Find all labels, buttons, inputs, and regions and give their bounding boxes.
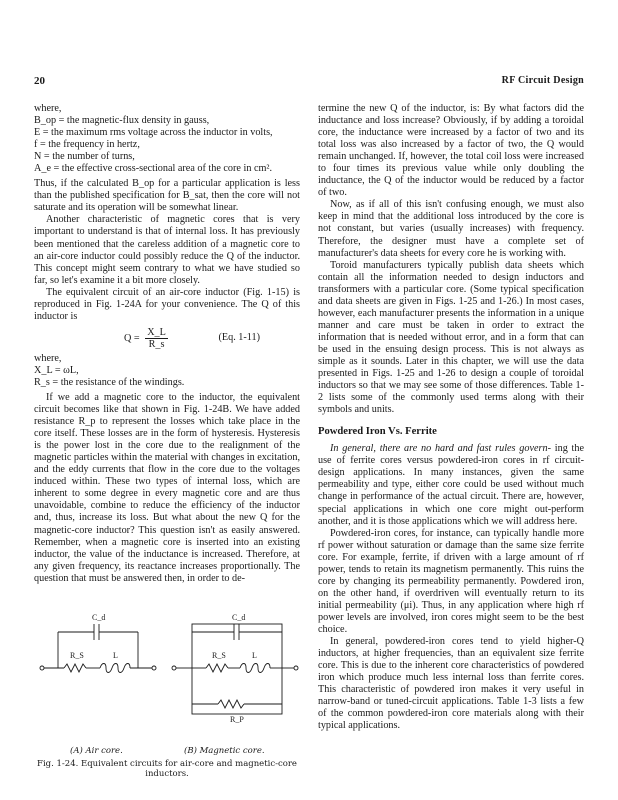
page-header [34,75,584,89]
definition-item: A_e = the effective cross-sectional area of the core in cm². [34,163,273,175]
inductor-l-a [100,664,130,673]
definition-item: f = the frequency in hertz, [34,139,140,151]
label-rs-a: R_S [70,651,84,660]
paragraph-rest: ing the use of ferrite cores versus powdered-iron cores in rf circuit-design applications. In many instances, given the same permeability and type, either core could be used without much change in performance of the actual circuit. There are, however, special applications in which one core might out-perform another, and it is those applications which we will address here. [318,443,585,527]
terminal-a-right [152,666,156,670]
definition-item: R_s = the resistance of the windings. [34,376,185,388]
left-column [34,103,300,585]
label-rp-b: R_P [230,715,244,724]
where-label: where, [34,103,62,114]
definition-list [34,115,300,175]
italic-lead: In general, there are no hard and fast rules govern- [330,443,551,455]
right-column [318,103,584,732]
inductor-l-b [240,664,270,673]
paragraph: Another characteristic of magnetic cores that is very important to understand is that of internal loss. It has previously been mentioned that the careless addition of a magnetic core to an air-core inductor could possibly reduce the Q of the inductor. This concept might seem contrary to what we have studied so far, so let's examine it a bit more closely. [34,214,300,286]
paragraph: In general, powdered-iron cores tend to yield higher-Q inductors, at higher frequencies, than an equivalent size ferrite core. This is due to the inherent core characteristics of powdered iron which produce much less internal loss than ferrite cores. This characteristic of powdered iron makes it very useful in narrow-band or tuned-circuit applications. Table 1-3 lists a few of the common powdered-iron core materials along with their typical applications. [318,636,584,732]
definition-item: E = the maximum rms voltage across the inductor in volts, [34,127,273,139]
definition-item: X_L = ωL, [34,364,79,376]
label-cd-b: C_d [232,613,246,622]
label-l-a: L [113,651,118,660]
page-number: 20 [34,75,45,87]
resistor-rs-a [64,664,86,672]
definition-item: N = the number of turns, [34,151,135,163]
paragraph: Thus, if the calculated B_op for a particular application is less than the published specification for B_sat, then the core will not saturate and its operation will be somewhat linear. [34,178,300,214]
terminal-b-right [294,666,298,670]
equation-denominator: R_s [148,338,165,350]
definition-list [34,365,300,389]
where-label: where, [34,352,62,364]
paragraph: termine the new Q of the inductor, is: By what factors did the inductance and loss increase? Obviously, if by adding a toroidal core, the inductance were increased by a factor of two and its total loss was also increased by a factor of two, the Q would remain unchanged. If, however, the total coil loss were increased to four times its previous value while only doubling the inductance, the Q of the inductor would be reduced by a factor of two. [318,103,584,199]
paragraph: The equivalent circuit of an air-core inductor (Fig. 1-15) is reproduced in Fig. 1-24A for your convenience. The Q of this inductor is [34,286,300,322]
label-rs-b: R_S [212,651,226,660]
caption-air-core: (A) Air core. [70,746,123,756]
running-title: RF Circuit Design [501,75,584,86]
paragraph: Toroid manufacturers typically publish data sheets which contain all the information needed to design inductors and transformers with a particular core. (Some typical specification and data sheets are given in Figs. 1-25 and 1-26.) In most cases, however, each manufacturer presents the information in a unique manner and care must be taken in order to extract the information that is needed without error, and in a form that can be used in the ensuing design process. This is not always as simple as it sounds. Later in this chapter, we will use the data presented in Figs. 1-25 and 1-26 to design a couple of toroidal inductors so that we may see some of those differences. Table 1-2 lists some of the commonly used terms along with their symbols and units. [318,259,584,416]
caption-magnetic-core: (B) Magnetic core. [184,746,265,756]
equation-body [124,327,168,350]
terminal-a-left [40,666,44,670]
equivalent-circuit-diagram [34,596,300,746]
terminal-b-left [172,666,176,670]
equation-number: (Eq. 1-11) [218,331,260,343]
paragraph: Powdered-iron cores, for instance, can typically handle more rf power without saturation or damage than the same size ferrite core. For example, ferrite, if driven with a large amount of rf power, tends to retain its magnetism permanently. This ruins the core by changing its permeability permanently. Powdered iron, on the other hand, if overdriven will eventually return to its initial permeability (μi). Thus, in any application where high rf power levels are involved, iron cores might seem to be the best choice. [318,527,584,635]
definition-item: B_op = the magnetic-flux density in gauss, [34,115,210,127]
paragraph: If we add a magnetic core to the inductor, the equivalent circuit becomes like that shown in Fig. 1-24B. We have added resistance R_p to represent the losses which take place in the core itself. These losses are in the form of hysteresis. Hysteresis is the power lost in the core due to the realignment of the magnetic particles within the material with changes in excitation, and the eddy currents that flow in the core due to the voltages induced within. These two types of internal loss, which are inherent to some degree in every magnetic core and are thus unavoidable, combine to reduce the efficiency of the inductor and, thus, increase its loss. But what about the new Q for the magnetic-core inductor? This question isn't as easily answered. Remember, when a magnetic core is inserted into an existing inductor, the value of the inductance is increased. Therefore, at any given frequency, its reactance increases proportionally. The question that must be answered then, in order to de- [34,391,300,584]
equation-lhs: Q = [124,332,140,344]
resistor-rs-b [206,664,228,672]
equation-numerator: X_L [147,326,166,338]
equation-fraction [145,327,168,350]
label-l-b: L [252,651,257,660]
figure-caption: Fig. 1-24. Equivalent circuits for air-core and magnetic-core inductors. [37,759,297,779]
label-cd-a: C_d [92,613,106,622]
figure-1-24 [34,596,300,780]
resistor-rp-b [218,700,244,708]
paragraph: Now, as if all of this isn't confusing enough, we must also keep in mind that the additional loss introduced by the core is not constant, but varies (usually increases) with frequency. Therefore, the designer must have a complete set of manufacturer's data sheets for every core he is working with. [318,199,584,259]
section-heading: Powdered Iron Vs. Ferrite [318,426,437,438]
equation [34,327,300,349]
paragraph [318,443,584,527]
